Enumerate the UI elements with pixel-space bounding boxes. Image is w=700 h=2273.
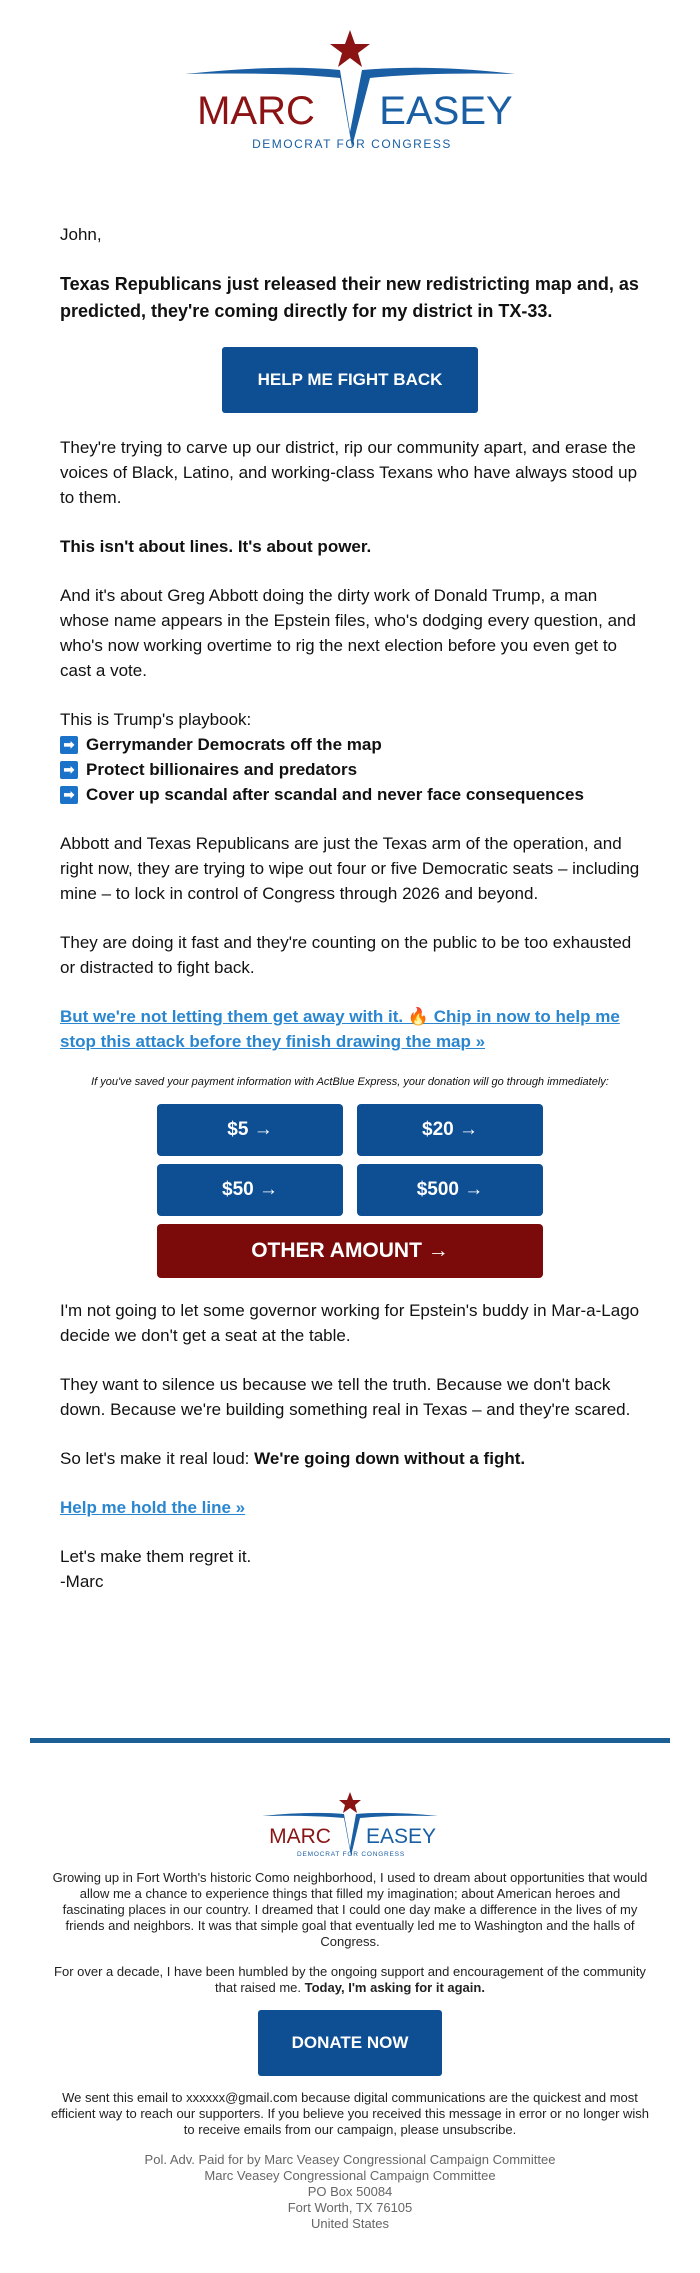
address-line: PO Box 50084 [307, 2184, 393, 2199]
help-me-fight-back-button[interactable]: HELP ME FIGHT BACK [222, 347, 478, 413]
primary-cta-wrap [60, 347, 640, 413]
actblue-express-note: If you've saved your payment information with ActBlue Express, your donation will go through immediately: [91, 1076, 609, 1088]
signature: -Marc [60, 1572, 104, 1591]
paragraph-7: They want to silence us because we tell the truth. Because we don't back down. Because we're building something real in Texas – and they're scared. [60, 1375, 631, 1419]
bio-paragraph-1: Growing up in Fort Worth's historic Como neighborhood, I used to dream about opportunities that would allow me a chance to experience things that filled my imagination; about American heroes and fascinating places in our country. I dreamed that I could one day make a difference in the lives of my friends and neighbors. It was that simple goal that eventually led me to Washington and the halls of Congress. [52, 1870, 648, 1949]
marc-veasey-logo [180, 22, 520, 172]
list-item [60, 757, 640, 782]
footer-logo [260, 1790, 440, 1870]
donation-grid [157, 1104, 543, 1278]
paragraph-8 [60, 1446, 640, 1471]
donate-5-button[interactable]: $5 → [157, 1104, 343, 1156]
email-body [60, 222, 640, 1594]
right-arrow-icon: ➡ [60, 786, 78, 804]
paragraph-2: This isn't about lines. It's about power. [60, 537, 372, 556]
hold-the-line-link[interactable]: Help me hold the line » [60, 1498, 246, 1517]
donate-now-button[interactable]: DONATE NOW [258, 2010, 442, 2076]
playbook-list [60, 732, 640, 807]
paragraph-8-text: So let's make it real loud: [60, 1449, 255, 1468]
greeting: John, [60, 225, 102, 244]
paragraph-4: Abbott and Texas Republicans are just the Texas arm of the operation, and right now, they are trying to wipe out four or five Democratic seats – including mine – to lock in control of Congress through 2026 and beyond. [60, 834, 640, 903]
list-item-text: Gerrymander Democrats off the map [86, 735, 382, 754]
list-item-text: Cover up scandal after scandal and never face consequences [86, 785, 584, 804]
donation-row [157, 1164, 543, 1216]
closing-line: Let's make them regret it. [60, 1547, 252, 1566]
footer [0, 1790, 700, 2232]
list-item [60, 732, 640, 757]
bio-paragraph-2-bold: Today, I'm asking for it again. [304, 1980, 485, 1995]
logo-tagline: DEMOCRAT FOR CONGRESS [252, 137, 452, 151]
mailing-address [50, 2152, 650, 2232]
bio-paragraph-2-text: For over a decade, I have been humbled by the ongoing support and encouragement of the community that raised me. [54, 1964, 646, 1995]
list-item-text: Protect billionaires and predators [86, 760, 358, 779]
right-arrow-icon: ➡ [60, 736, 78, 754]
paragraph-8-bold: We're going down without a fight. [254, 1449, 526, 1468]
footer-logo-tagline: DEMOCRAT FOR CONGRESS [297, 1851, 405, 1858]
other-amount-button[interactable]: OTHER AMOUNT → [157, 1224, 543, 1278]
bio-paragraph-2 [50, 1964, 650, 1996]
star-icon [330, 30, 370, 67]
chip-in-link[interactable]: But we're not letting them get away with it. 🔥 Chip in now to help me stop this attack before they finish drawing the map » [60, 1007, 620, 1051]
paragraph-1: They're trying to carve up our district, rip our community apart, and erase the voices of Black, Latino, and working-class Texans who have always stood up to them. [60, 438, 638, 507]
footer-logo-name-left: MARC [269, 1825, 331, 1848]
donation-row [157, 1104, 543, 1156]
donate-500-button[interactable]: $500 → [357, 1164, 543, 1216]
lead-paragraph: Texas Republicans just released their new redistricting map and, as predicted, they're coming directly for my district in TX-33. [60, 274, 639, 321]
address-line: Fort Worth, TX 76105 [287, 2200, 413, 2215]
star-icon [339, 1792, 361, 1813]
address-line: Marc Veasey Congressional Campaign Committee [204, 2168, 496, 2183]
right-arrow-icon: ➡ [60, 761, 78, 779]
address-line: Pol. Adv. Paid for by Marc Veasey Congressional Campaign Committee [144, 2152, 556, 2167]
chip-in-link-paragraph [60, 1004, 640, 1054]
footer-logo-name-right: EASEY [365, 1825, 437, 1848]
paragraph-3: And it's about Greg Abbott doing the dirty work of Donald Trump, a man whose name appears in the Epstein files, who's dodging every question, and who's now working overtime to rig the next election before you even get to cast a vote. [60, 586, 636, 680]
paragraph-6: I'm not going to let some governor working for Epstein's buddy in Mar-a-Lago decide we don't get a seat at the table. [60, 1301, 640, 1345]
header-logo [0, 22, 700, 172]
footer-bio [50, 1870, 650, 1996]
footer-divider [30, 1738, 670, 1743]
donate-now-wrap [0, 2010, 700, 2076]
address-line: United States [310, 2216, 390, 2231]
paragraph-5: They are doing it fast and they're counting on the public to be too exhausted or distracted to fight back. [60, 933, 632, 977]
hold-the-line-paragraph [60, 1495, 640, 1520]
unsubscribe-notice: We sent this email to xxxxxx@gmail.com because digital communications are the quickest and most efficient way to reach our supporters. If you believe you received this message in error or no longer wish to receive emails from our campaign, please unsubscribe. [50, 2090, 650, 2137]
donate-20-button[interactable]: $20 → [357, 1104, 543, 1156]
donate-50-button[interactable]: $50 → [157, 1164, 343, 1216]
playbook-intro: This is Trump's playbook: [60, 710, 252, 729]
list-item [60, 782, 640, 807]
logo-name-right: EASEY [379, 89, 513, 133]
logo-name-left: MARC [197, 89, 315, 133]
legal-notice [50, 2090, 650, 2138]
